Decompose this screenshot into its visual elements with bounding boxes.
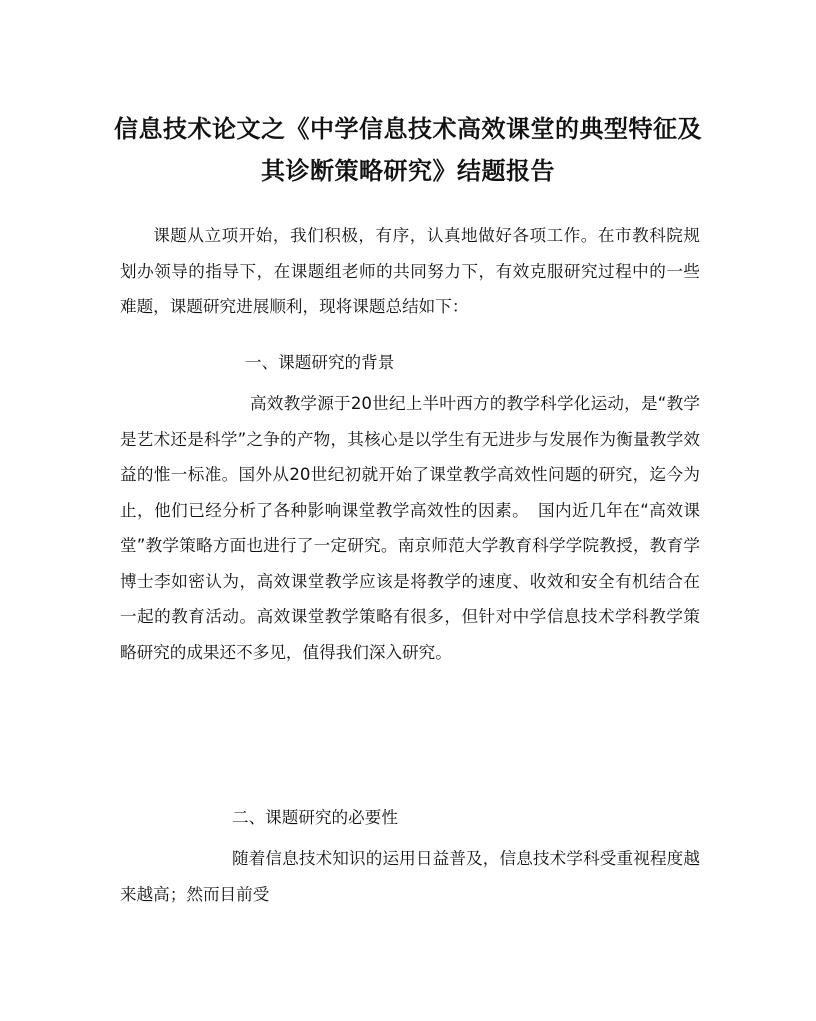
intro-paragraph: 课题从立项开始，我们积极，有序，认真地做好各项工作。在市教科院规划办领导的指导下，在课题组老师的共同努力下，有效克服研究过程中的一些难题，课题研究进展顺利，现将课题总结如下： (120, 226, 700, 316)
section-1-body: 高效教学源于20世纪上半叶西方的教学科学化运动，是“教学是艺术还是科学”之争的产物，其核心是以学生有无进步与发展作为衡量教学效益的惟一标准。国外从20世纪初就开始了课堂教学高效性问题的研究，迄今为止，他们已经分析了各种影响课堂教学高效性的因素。 国内近几年在“高效课堂”教学策略方面也进行了一定研究。南京师范大学教育科学学院教授，教育学博士李如密认为，高效课堂教学应该是将教学的速度、收效和安全有机结合在一起的教育活动。高效课堂教学策略有很多，但针对中学信息技术学科教学策略研究的成果还不多见，值得我们深入研究。 (120, 394, 700, 662)
section-2-heading: 二、课题研究的必要性 (232, 808, 398, 827)
section-1-heading: 一、课题研究的背景 (245, 353, 395, 372)
section-2-body: 随着信息技术知识的运用日益普及，信息技术学科受重视程度越来越高；然而目前受 (120, 849, 700, 904)
document-title: 信息技术论文之《中学信息技术高效课堂的典型特征及其诊断策略研究》结题报告 (114, 114, 702, 185)
